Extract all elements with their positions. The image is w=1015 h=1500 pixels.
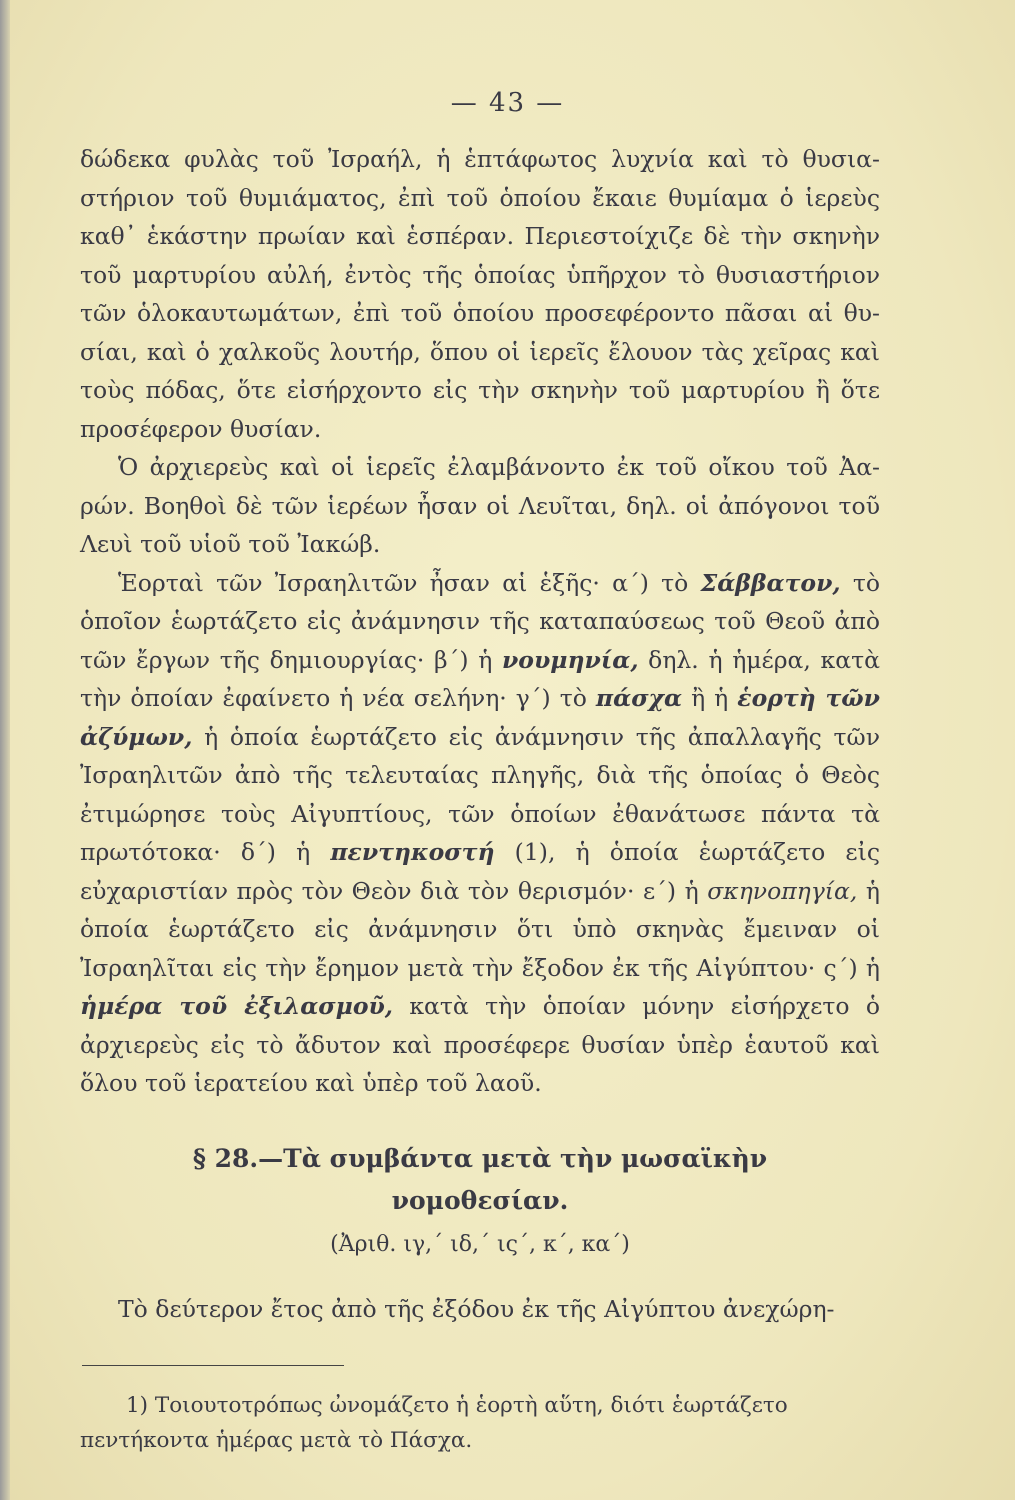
emphasis-tabernacles: σκηνοπηγία, [707, 876, 858, 905]
text-run: Ἑορταὶ τῶν Ἰσραηλιτῶν ἦσαν αἱ ἑξῆς· α΄) τὸ [118, 568, 701, 597]
emphasis-sabbath: Σάββατον, [700, 568, 841, 597]
text-line: στήριον τοῦ θυμιάματος, ἐπὶ τοῦ ὁποίου ἔκαιε θυμίαμα ὁ ἱερεὺς [80, 183, 880, 212]
emphasis-new-moon: νουμηνία, [501, 645, 639, 674]
text-run: κατὰ τὴν ὁποίαν μόνην εἰσήρχετο ὁ ἀρχιερεὺς εἰς τὸ ἄδυτον καὶ προσέφερε θυσίαν ὑπὲρ ἑαυτοῦ καὶ ὅλου τοῦ ἱερατείου καὶ ὑπὲρ τοῦ λαοῦ. [80, 992, 880, 1097]
emphasis-passover: πάσχα [595, 684, 683, 712]
section-text [80, 1290, 880, 1328]
section-heading [80, 1138, 880, 1222]
text-line: καθ᾽ ἑκάστην πρωίαν καὶ ἑσπέραν. Περιεστοίχιζε δὲ τὴν σκηνὴν [80, 222, 880, 250]
text-run: (1), ἡ ὁποία ἑωρτάζετο εἰς εὐχαριστίαν πρὸς τὸν Θεὸν διὰ τὸν θερισμόν· ε΄) ἡ [80, 838, 880, 905]
text-line: ρών. Βοηθοὶ δὲ τῶν ἱερέων ἦσαν οἱ Λευῖται, δηλ. οἱ ἀπόγονοι τοῦ [80, 491, 880, 520]
footnote-text: 1) Τοιουτοτρόπως ὠνομάζετο ἡ ἑορτὴ αὕτη, διότι ἑωρτάζετο πεντήκοντα ἡμέρας μετὰ τὸ Πάσχα. [80, 1393, 788, 1453]
text-run: ἡ ὁποία ἑωρτάζετο εἰς ἀνάμνησιν τῆς ἀπαλλαγῆς τῶν Ἰσραηλιτῶν ἀπὸ τῆς τελευταίας πληγῆς, διὰ τῆς ὁποίας ὁ Θεὸς ἐτιμώρησε τοὺς Αἰγυπτίους, τῶν ὁποίων ἐθανάτωσε πάντα τὰ πρωτότοκα· δ΄) ἡ [80, 722, 880, 866]
paragraph-2 [80, 448, 880, 564]
text-line: σίαι, καὶ ὁ χαλκοῦς λουτήρ, ὅπου οἱ ἱερεῖς ἔλουον τὰς χεῖρας καὶ [80, 337, 880, 366]
text-line: Λευὶ τοῦ υἱοῦ τοῦ Ἰακώβ. [80, 530, 381, 558]
paragraph-1 [80, 140, 880, 448]
text-line: τοῦ μαρτυρίου αὐλή, ἐντὸς τῆς ὁποίας ὑπῆρχον τὸ θυσιαστήριον [80, 260, 880, 289]
text-line: προσέφερον θυσίαν. [80, 414, 322, 443]
footnote-divider [82, 1365, 344, 1366]
text-run: ἢ ἡ [682, 684, 738, 712]
text-line: τοὺς πόδας, ὅτε εἰσήρχοντο εἰς τὴν σκηνὴν τοῦ μαρτυρίου ἢ ὅτε [80, 376, 880, 404]
text-run: δηλ. ἡ ἡμέρα, κατὰ τὴν ὁποίαν ἐφαίνετο ἡ νέα σελήνη· γ΄) τὸ [80, 645, 880, 712]
section-heading-line: § 28.—Τὰ συμβάντα μετὰ τὴν μωσαϊκὴν [192, 1144, 768, 1173]
text-line: δώδεκα φυλὰς τοῦ Ἰσραήλ, ἡ ἑπτάφωτος λυχνία καὶ τὸ θυσια- [80, 145, 880, 173]
footnote [80, 1388, 880, 1458]
text-line: Ὁ ἀρχιερεὺς καὶ οἱ ἱερεῖς ἐλαμβάνοντο ἐκ τοῦ οἴκου τοῦ Ἀα- [118, 453, 880, 481]
main-text [80, 140, 880, 1103]
text-run: ἡ ὁποία ἑωρτάζετο εἰς ἀνάμνησιν ὅτι ὑπὸ σκηνὰς ἔμειναν οἱ Ἰσραηλῖται εἰς τὴν ἔρημον μετὰ τὴν ἔξοδον ἐκ τῆς Αἰγύπτου· ς΄) ἡ [80, 876, 880, 982]
scripture-references: (Ἀριθ. ιγ,΄ ιδ,΄ ις΄, κ΄, κα΄) [330, 1232, 630, 1257]
emphasis-unleavened: ἑορτὴ τῶν ἀζύμων, [80, 684, 880, 751]
section-heading-line: νομοθεσίαν. [391, 1186, 569, 1215]
emphasis-pentecost: πεντηκοστή [330, 838, 495, 866]
paragraph-3-feasts [80, 564, 880, 1103]
emphasis-atonement: ἡμέρα τοῦ ἐξιλασμοῦ, [80, 992, 393, 1020]
paragraph-4: Τὸ δεύτερον ἔτος ἀπὸ τῆς ἐξόδου ἐκ τῆς Αἰγύπτου ἀνεχώρη- [118, 1295, 835, 1323]
page-number: — 43 — [450, 88, 565, 118]
text-run: τὸ ὁποῖον ἑωρτάζετο εἰς ἀνάμνησιν τῆς καταπαύσεως τοῦ Θεοῦ ἀπὸ τῶν ἔργων τῆς δημιουργίας· β΄) ἡ [80, 568, 880, 674]
text-line: τῶν ὁλοκαυτωμάτων, ἐπὶ τοῦ ὁποίου προσεφέροντο πᾶσαι αἱ θυ- [80, 299, 880, 327]
page-edge-shadow [0, 0, 10, 1500]
